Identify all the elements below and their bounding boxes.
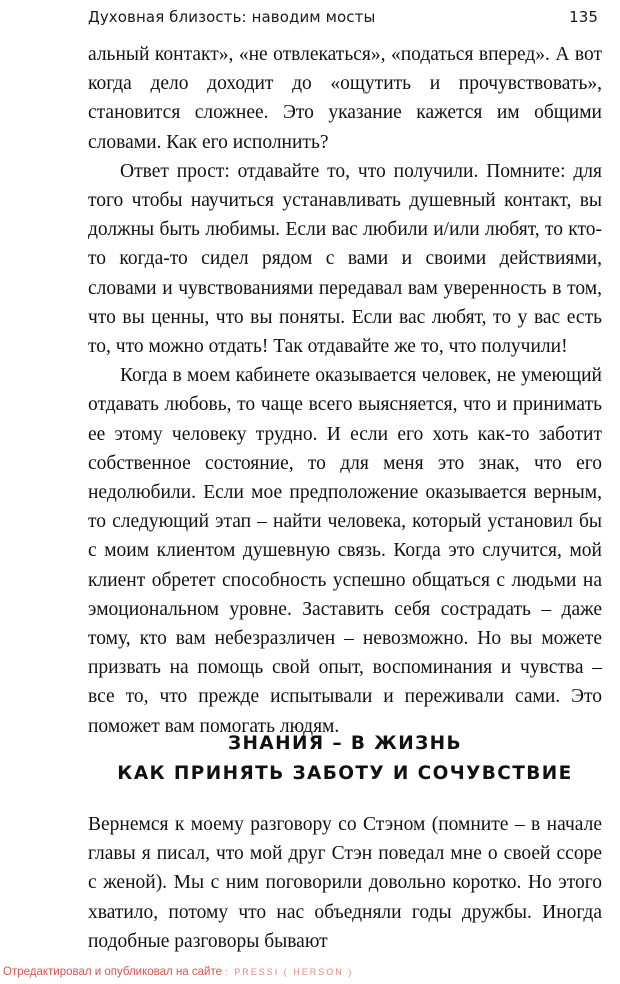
paragraph: Ответ прост: отдавайте то, что получили. Помните: для того чтобы научиться устанавливать душевный контакт, вы должны быть любимы. Если вас любили и/или любят, то кто-то когда-то сидел рядом с вами и своими действиями, словами и чувствованиями передавал вам уверенность в том, что вы ценны, что вы поняты. Если вас любят, то у вас есть то, что можно отдать! Так отдавайте же то, что получили! <box>88 160 602 358</box>
body-text-bottom <box>88 810 602 956</box>
footer-note: Отредактировал и опубликовал на сайте <box>3 966 222 978</box>
paragraph-continued: альный контакт», «не отвлекаться», «податься вперед». А вот когда дело доходит до «ощутить и прочувствовать», становится сложнее. Это указание кажется им общими словами. Как его исполнить? <box>88 44 602 153</box>
running-header <box>88 4 598 30</box>
footer-site-mark: : PRESSI ( HERSON ) <box>225 967 354 977</box>
section-heading <box>88 729 602 789</box>
publisher-footer <box>3 966 353 982</box>
body-text-top <box>88 40 602 741</box>
paragraph: Когда в моем кабинете оказывается человек, не умеющий отдавать любовь, то чаще всего выясняется, что и принимать ее этому человеку трудно. И если его хоть как-то заботит собственное состояние, то для меня это знак, что его недолюбили. Если мое предположение оказывается верным, то следующий этап – найти человека, который установил бы с моим клиентом душевную связь. Когда это случится, мой клиент обретет способность успешно общаться с людьми на эмоциональном уровне. Заставить себя сострадать – даже тому, кто вам небезразличен – невозможно. Но вы можете призвать на помощь свой опыт, воспоминания и чувства – все то, что прежде испытывали и переживали сами. Это поможет вам помогать людям. <box>88 365 602 737</box>
section-heading-line-1: ЗНАНИЯ – В ЖИЗНЬ <box>227 733 463 754</box>
page-number: 135 <box>569 8 598 26</box>
section-heading-line-2: КАК ПРИНЯТЬ ЗАБОТУ И СОЧУВСТВИЕ <box>117 763 573 784</box>
chapter-title: Духовная близость: наводим мосты <box>88 8 376 26</box>
paragraph: Вернемся к моему разговору со Стэном (помните – в начале главы я писал, что мой друг Стэн поведал мне о своей ссоре с женой). Мы с ним поговорили довольно коротко. Но этого хватило, потому что нас объедняли годы дружбы. Иногда подобные разговоры бывают <box>88 814 602 952</box>
